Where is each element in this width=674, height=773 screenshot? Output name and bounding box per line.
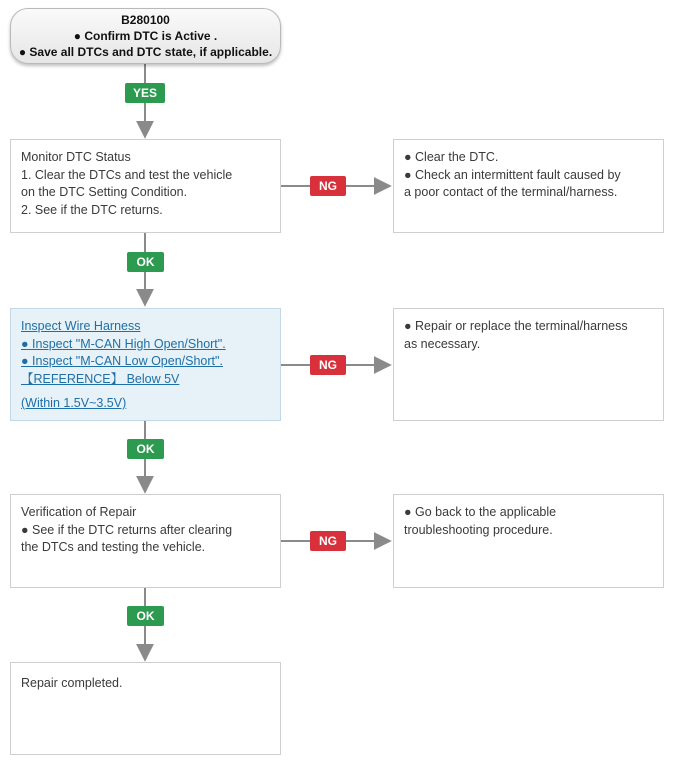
action-text: a poor contact of the terminal/harness. (404, 185, 618, 199)
action-text: troubleshooting procedure. (404, 522, 553, 537)
step-text: on the DTC Setting Condition. (21, 185, 188, 199)
step-title: Repair completed. (21, 676, 123, 690)
inspect-wire-harness-link[interactable]: Inspect Wire Harness (21, 319, 141, 333)
action-text: ● Repair or replace the terminal/harness (404, 319, 628, 333)
step-text: 1. Clear the DTCs and test the vehicle (21, 167, 233, 182)
action-text: as necessary. (404, 336, 481, 351)
voltage-range-link[interactable]: (Within 1.5V~3.5V) (21, 396, 127, 410)
ok-badge-1: OK (127, 252, 164, 272)
start-line-confirm: ● Confirm DTC is Active . (73, 29, 218, 43)
start-node (10, 8, 281, 64)
reference-link[interactable]: 【REFERENCE】 Below 5V (21, 371, 180, 386)
action-text: ● Go back to the applicable (404, 505, 557, 519)
dtc-code: B280100 (121, 13, 170, 27)
mcan-high-link[interactable]: ● Inspect "M-CAN High Open/Short". (21, 336, 226, 351)
verification-of-repair-box (10, 494, 281, 588)
step-title: Verification of Repair (21, 505, 137, 519)
mcan-low-link[interactable]: ● Inspect "M-CAN Low Open/Short". (21, 354, 223, 368)
step-text: ● See if the DTC returns after clearing (21, 522, 233, 537)
action-text: ● Clear the DTC. (404, 150, 499, 164)
ng-action-repair-harness-box (393, 308, 664, 421)
ng-action-clear-dtc-box (393, 139, 664, 233)
start-line-save: ● Save all DTCs and DTC state, if applicable. (18, 45, 273, 59)
ng-badge-1: NG (310, 176, 346, 196)
step-title: Monitor DTC Status (21, 150, 131, 164)
action-text: ● Check an intermittent fault caused by (404, 167, 621, 182)
ng-badge-3: NG (310, 531, 346, 551)
ng-badge-2: NG (310, 355, 346, 375)
step-text: 2. See if the DTC returns. (21, 202, 163, 217)
ok-badge-2: OK (127, 439, 164, 459)
step-text: the DTCs and testing the vehicle. (21, 540, 206, 554)
yes-badge: YES (125, 83, 165, 103)
repair-completed-box (10, 662, 281, 755)
monitor-dtc-status-box (10, 139, 281, 233)
inspect-wire-harness-box (10, 308, 281, 421)
ok-badge-3: OK (127, 606, 164, 626)
ng-action-go-back-box (393, 494, 664, 588)
